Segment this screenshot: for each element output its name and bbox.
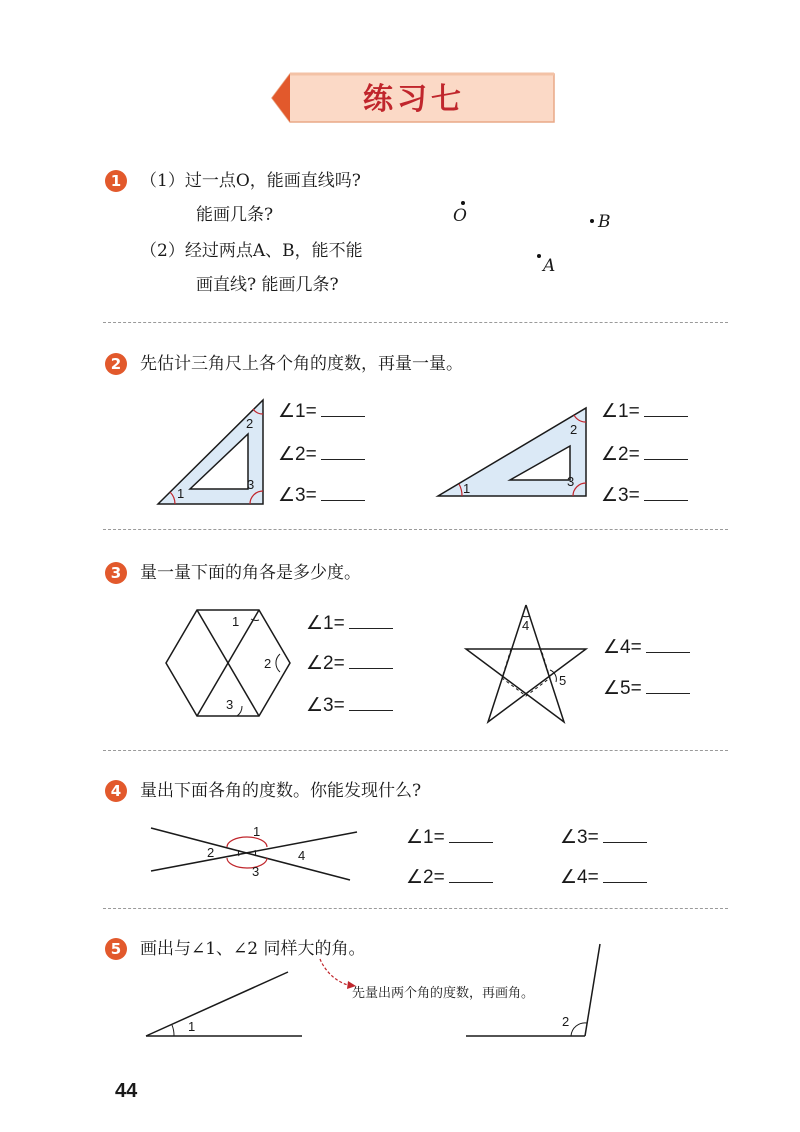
hex-angle-2: ∠2= bbox=[306, 652, 393, 675]
lines-label-1: 1 bbox=[253, 824, 261, 839]
answer-blank[interactable] bbox=[646, 679, 690, 694]
left-angle-1: ∠1= bbox=[278, 400, 365, 423]
answer-blank[interactable] bbox=[449, 828, 493, 843]
angle-1-figure bbox=[140, 968, 310, 1042]
point-b-dot bbox=[590, 219, 594, 223]
hex-label-1: 1 bbox=[232, 614, 240, 629]
answer-blank[interactable] bbox=[321, 486, 365, 501]
hint-text: 先量出两个角的度数，再画角。 bbox=[352, 986, 535, 1001]
right-angle-2: ∠2= bbox=[601, 443, 688, 466]
divider-2 bbox=[103, 529, 728, 530]
star-label-5: 5 bbox=[559, 673, 567, 688]
q1-line3: （2）经过两点A、B，能不能 bbox=[140, 241, 363, 261]
q2-text: 先估计三角尺上各个角的度数，再量一量。 bbox=[140, 354, 463, 374]
point-a-label: A bbox=[543, 256, 556, 276]
q4-angle-2: ∠2= bbox=[406, 866, 493, 889]
right-angle-3: ∠3= bbox=[601, 484, 688, 507]
question-3-number: 3 bbox=[105, 562, 127, 584]
q1-line4: 画直线? 能画几条? bbox=[196, 275, 339, 295]
question-2-number: 2 bbox=[105, 353, 127, 375]
answer-blank[interactable] bbox=[449, 868, 493, 883]
hex-angle-3: ∠3= bbox=[306, 694, 393, 717]
q1-line2: 能画几条? bbox=[196, 205, 274, 225]
point-b-label: B bbox=[598, 212, 611, 232]
q4-angle-4: ∠4= bbox=[560, 866, 647, 889]
point-o-label: O bbox=[453, 206, 467, 226]
lines-label-4: 4 bbox=[298, 848, 306, 863]
left-tri-label-1: 1 bbox=[177, 486, 185, 501]
page-title: 练习七 bbox=[363, 82, 465, 117]
answer-blank[interactable] bbox=[349, 614, 393, 629]
divider-1 bbox=[103, 322, 728, 323]
lines-label-2: 2 bbox=[207, 845, 215, 860]
q4-text: 量出下面各角的度数。你能发现什么? bbox=[140, 781, 422, 801]
answer-blank[interactable] bbox=[644, 402, 688, 417]
answer-blank[interactable] bbox=[646, 638, 690, 653]
point-a-dot bbox=[537, 254, 541, 258]
answer-blank[interactable] bbox=[603, 868, 647, 883]
q1-line1: （1）过一点O，能画直线吗? bbox=[140, 171, 361, 191]
answer-blank[interactable] bbox=[321, 445, 365, 460]
star-angle-4: ∠4= bbox=[603, 636, 690, 659]
q5-text: 画出与∠1、∠2 同样大的角。 bbox=[140, 939, 366, 959]
q4-angle-3: ∠3= bbox=[560, 826, 647, 849]
right-tri-label-1: 1 bbox=[463, 481, 471, 496]
hex-label-2: 2 bbox=[264, 656, 272, 671]
hex-label-3: 3 bbox=[226, 697, 234, 712]
question-4-number: 4 bbox=[105, 780, 127, 802]
angle-1-label: 1 bbox=[188, 1019, 196, 1034]
right-angle-1: ∠1= bbox=[601, 400, 688, 423]
left-triangle-ruler bbox=[150, 396, 275, 508]
question-5-number: 5 bbox=[105, 938, 127, 960]
point-o-dot bbox=[461, 201, 465, 205]
answer-blank[interactable] bbox=[321, 402, 365, 417]
angle-2-figure bbox=[460, 940, 606, 1042]
q4-angle-1: ∠1= bbox=[406, 826, 493, 849]
left-tri-label-3: 3 bbox=[247, 477, 255, 492]
hex-angle-1: ∠1= bbox=[306, 612, 393, 635]
answer-blank[interactable] bbox=[644, 486, 688, 501]
right-tri-label-2: 2 bbox=[570, 422, 578, 437]
right-tri-label-3: 3 bbox=[567, 474, 575, 489]
divider-4 bbox=[103, 908, 728, 909]
answer-blank[interactable] bbox=[349, 696, 393, 711]
q3-text: 量一量下面的角各是多少度。 bbox=[140, 563, 361, 583]
question-1-number: 1 bbox=[105, 170, 127, 192]
lines-label-3: 3 bbox=[252, 864, 260, 879]
star-label-4: 4 bbox=[522, 618, 530, 633]
page-number: 44 bbox=[115, 1080, 138, 1102]
left-angle-2: ∠2= bbox=[278, 443, 365, 466]
divider-3 bbox=[103, 750, 728, 751]
angle-2-label: 2 bbox=[562, 1014, 570, 1029]
answer-blank[interactable] bbox=[644, 445, 688, 460]
answer-blank[interactable] bbox=[349, 654, 393, 669]
left-tri-label-2: 2 bbox=[246, 416, 254, 431]
answer-blank[interactable] bbox=[603, 828, 647, 843]
left-angle-3: ∠3= bbox=[278, 484, 365, 507]
star-angle-5: ∠5= bbox=[603, 677, 690, 700]
